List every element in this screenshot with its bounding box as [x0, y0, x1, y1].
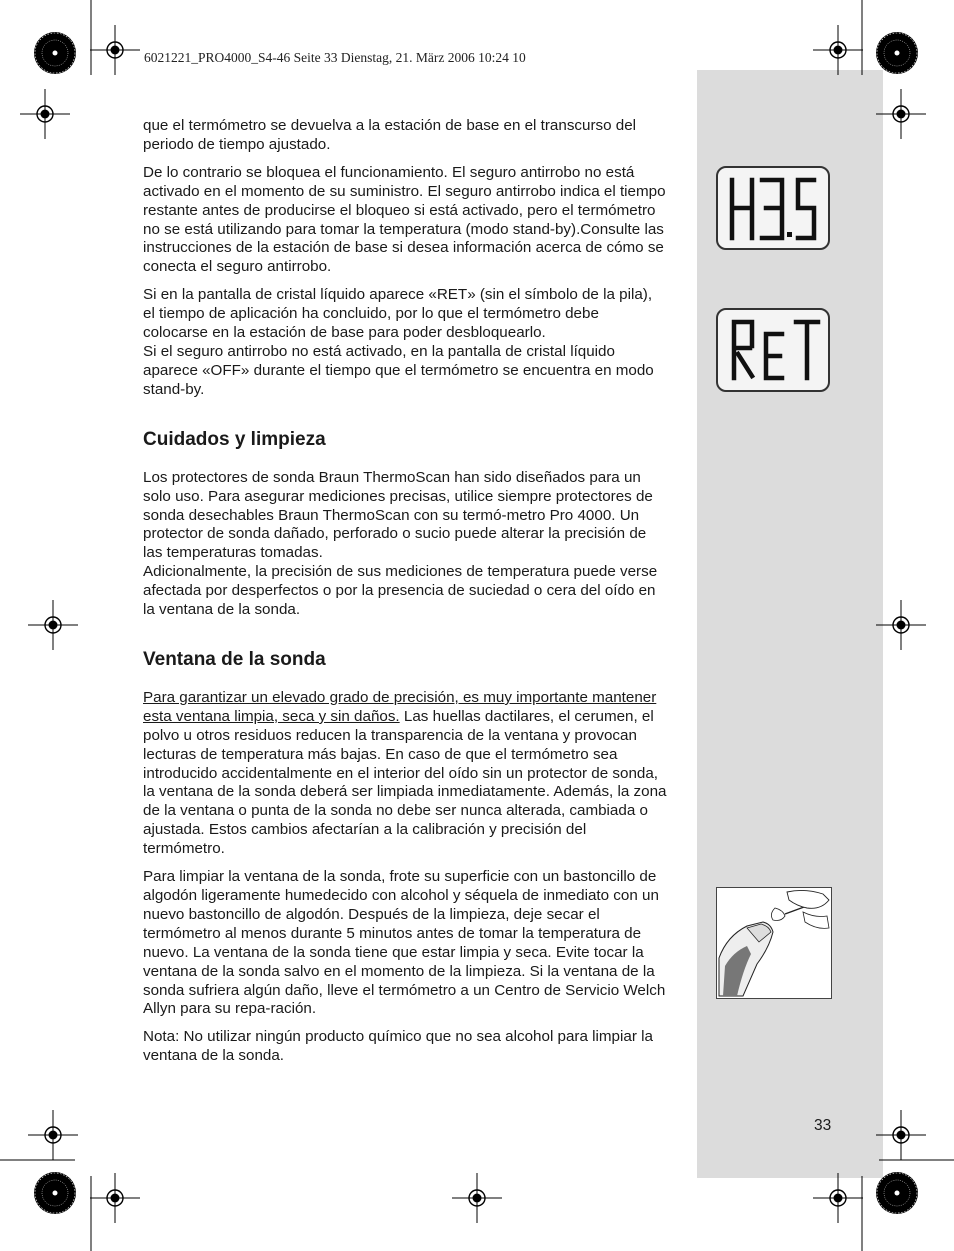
paragraph	[143, 689, 668, 859]
paragraph: que el termómetro se devuelva a la estación de base en el transcurso del periodo de tiempo ajustado.	[143, 117, 637, 153]
section-heading-ventana: Ventana de la sonda	[143, 648, 326, 670]
lcd-display-ret	[716, 308, 830, 392]
lcd-digits-ret	[718, 310, 828, 390]
page-number: 33	[814, 1117, 832, 1134]
print-slug: 6021221_PRO4000_S4-46 Seite 33 Dienstag, 21. März 2006 10:24 10	[144, 50, 526, 65]
paragraph	[143, 286, 668, 399]
paragraph: Para limpiar la ventana de la sonda, frote su superficie con un bastoncillo de algodón ligeramente humedecido con alcohol y séquela de inmediato con un nuevo bastoncillo de algodón. Después de la limpieza, deje secar el termómetro al menos durante 5 minutos antes de tomar la temperatura de nuevo. La ventana de la sonda tiene que estar limpia y seca. Evite tocar la ventana de la sonda salvo en el momento de la limpieza. Si la ventana de la sonda sufriera algún daño, lleve el termómetro a un Centro de Servicio Welch Allyn para su repa-ración.	[143, 868, 666, 1018]
paragraph-line: Si en la pantalla de cristal líquido aparece «RET» (sin el símbolo de la pila), el tiempo de aplicación ha concluido, por lo que el termómetro debe colocarse en la estación de base para poder desbloquearlo.	[143, 286, 653, 342]
paragraph-rest: Las huellas dactilares, el cerumen, el polvo u otros residuos reducen la transparencia de la ventana y provocan lecturas de temperatura más bajas. En caso de que el termómetro sea introducido accidentalmente en el interior del oído sin un protector de sonda, la ventana de la sonda deberá ser limpiada inmediatamente. Además, la zona de la ventana o punta de la sonda no debe ser nunca alterada, cambiada o ajustada. Estos cambios afectarían a la calibración y precisión del termómetro.	[143, 707, 667, 858]
paragraph: Nota: No utilizar ningún producto químico que no sea alcohol para limpiar la ventana de la sonda.	[143, 1028, 653, 1065]
section-heading-cuidados: Cuidados y limpieza	[143, 428, 326, 450]
lcd-digits-h35	[718, 168, 828, 248]
paragraph	[143, 469, 668, 620]
main-text	[143, 117, 668, 1075]
probe-cleaning-illustration	[716, 887, 832, 999]
paragraph-line: Los protectores de sonda Braun ThermoScan han sido diseñados para un solo uso. Para asegurar mediciones precisas, utilice siempre protectores de sonda desechables Braun ThermoScan con su termó-metro Pro 4000. Un protector de sonda dañado, perforado o sucio puede alterar la precisión de las temperaturas tomadas.	[143, 468, 653, 562]
underlined-text: Para garantizar un elevado grado de precisión, es muy importante mantener esta ventana limpia, seca y sin daños.	[143, 688, 657, 725]
paragraph: De lo contrario se bloquea el funcionamiento. El seguro antirrobo no está activado en el momento de su suministro. El seguro antirrobo indica el tiempo restante antes de producirse el bloqueo si está activado, pero el termómetro no se está utilizando para tomar la temperatura (modo stand-by).Consulte las instrucciones de la estación de base si desea información acerca de cómo se conecta el seguro antirrobo.	[143, 163, 666, 276]
cleaning-drawing	[717, 888, 831, 998]
paragraph-line: Si el seguro antirrobo no está activado, en la pantalla de cristal líquido aparece «OFF» durante el tiempo que el termómetro se encuentra en modo stand-by.	[143, 342, 654, 398]
lcd-display-h35	[716, 166, 830, 250]
paragraph-line: Adicionalmente, la precisión de sus mediciones de temperatura puede verse afectada por desperfectos o por la presencia de suciedad o cera del oído en la ventana de la sonda.	[143, 563, 658, 619]
